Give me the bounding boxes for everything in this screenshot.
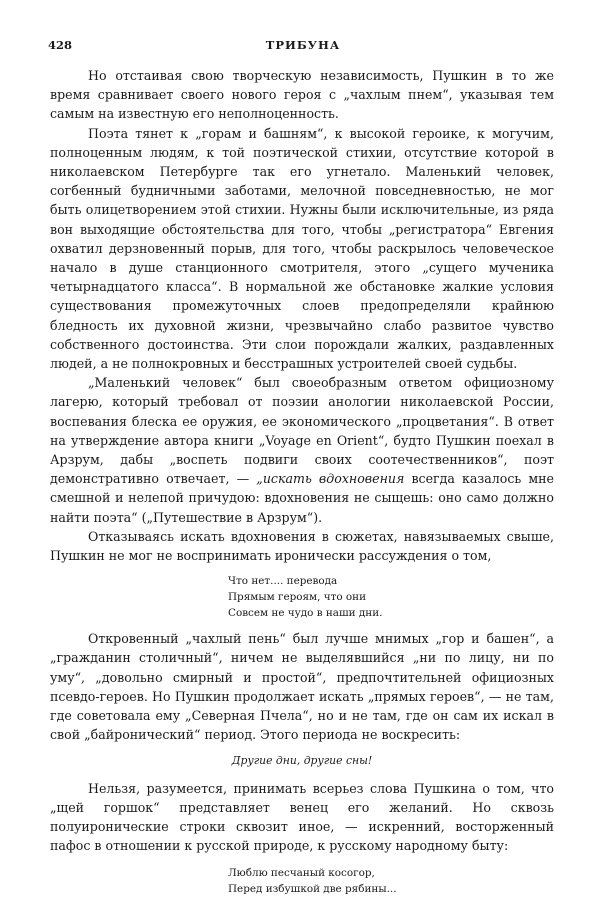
italic-phrase: „искать вдохновения (256, 471, 405, 487)
paragraph-2: Поэта тянет к „горам и башням“, к высокой героике, к могучим, полноценным людям, к той поэтической стихии, отсутствие которой в николаевском Петербурге так его угнетало. Маленький человек, согбенный будничными заботами, мелочной повседневностью, не мог быть олицетворением этой стихии. Нужны были исключительные, из ряда вон выходящие обстоятельства для того, чтобы „регистратора“ Евгения охватил дерзновенный порыв, для того, чтобы раскрылось человеческое начало в душе станционного смотрителя, этого „сущего мученика четырнадцатого класса“. В нормальной же обстановке жалкие условия существования промежуточных слоев предопределяли крайнюю бледность их духовной жизни, чрезвычайно слабо развитое чувство собственного достоинства. Эти слои порождали жалких, раздавленных людей, а не полнокровных и бесстрашных устроителей своей судьбы. (50, 125, 554, 372)
verse-quote-3 (228, 865, 554, 897)
paragraph-3 (50, 373, 554, 527)
paragraph-4: Отказываясь искать вдохновения в сюжетах, навязываемых свыше, Пушкин не мог не воспринимать иронически рассуждения о том, (50, 528, 554, 564)
paragraph-3-text: „Маленький человек“ был своеобразным ответом официозному лагерю, который требовал от поэзии анологии николаевской России, воспевания блеска ее оружия, ее экономического „процветания“. В ответ на утверждение автора книги „Voyage en Orient“, будто Пушкин поехал в Арзрум, дабы „воспеть подвиги своих соотечественников“, поэт демонстративно отвечает, — (50, 375, 554, 487)
verse-quote-1 (228, 573, 554, 621)
paragraph-5: Откровенный „чахлый пень“ был лучше мнимых „гор и башен“, а „гражданин столичный“, ничем не выделявшийся „ни по лицу, ни по уму“, „довольно смирный и простой“, предпочтительней официозных псевдо-героев. Но Пушкин продолжает искать „прямых героев“, — не там, где советовала ему „Северная Пчела“, но и не там, где он сам их искал в свой „байронический“ период. Этого периода не воскресить: (50, 631, 554, 743)
body-text (50, 66, 554, 905)
verse-line: Прямым героям, что они (228, 591, 367, 604)
verse-line: Перед избушкой две рябины... (228, 883, 397, 896)
verse-line: Совсем не чудо в наши дни. (228, 607, 383, 620)
page-number: 428 (48, 38, 73, 52)
verse-line: Люблю песчаный косогор, (228, 867, 375, 880)
paragraph-3-tail: всегда казалось мне смешной и нелепой причудою: вдохновения не сыщешь: оно само должно найти поэта“ („Путешествие в Арзрум“). (50, 471, 555, 525)
running-title: ТРИБУНА (265, 38, 341, 52)
paragraph-6: Нельзя, разумеется, принимать всерьез слова Пушкина о том, что „щей горшок“ представляет венец его желаний. Но сквозь полуиронические строки сквозит иное, — искренний, восторженный пафос в отношении к русской природе, к русскому народному быту: (50, 780, 554, 854)
verse-quote-2: Другие дни, другие сны! (231, 753, 373, 767)
verse-line: Что нет.... перевода (228, 575, 338, 588)
page-header (48, 38, 558, 54)
paragraph-1: Но отстаивая свою творческую независимость, Пушкин в то же время сравнивает своего нового героя с „чахлым пнем“, указывая тем самым на известную его неполноценность. (50, 68, 554, 122)
